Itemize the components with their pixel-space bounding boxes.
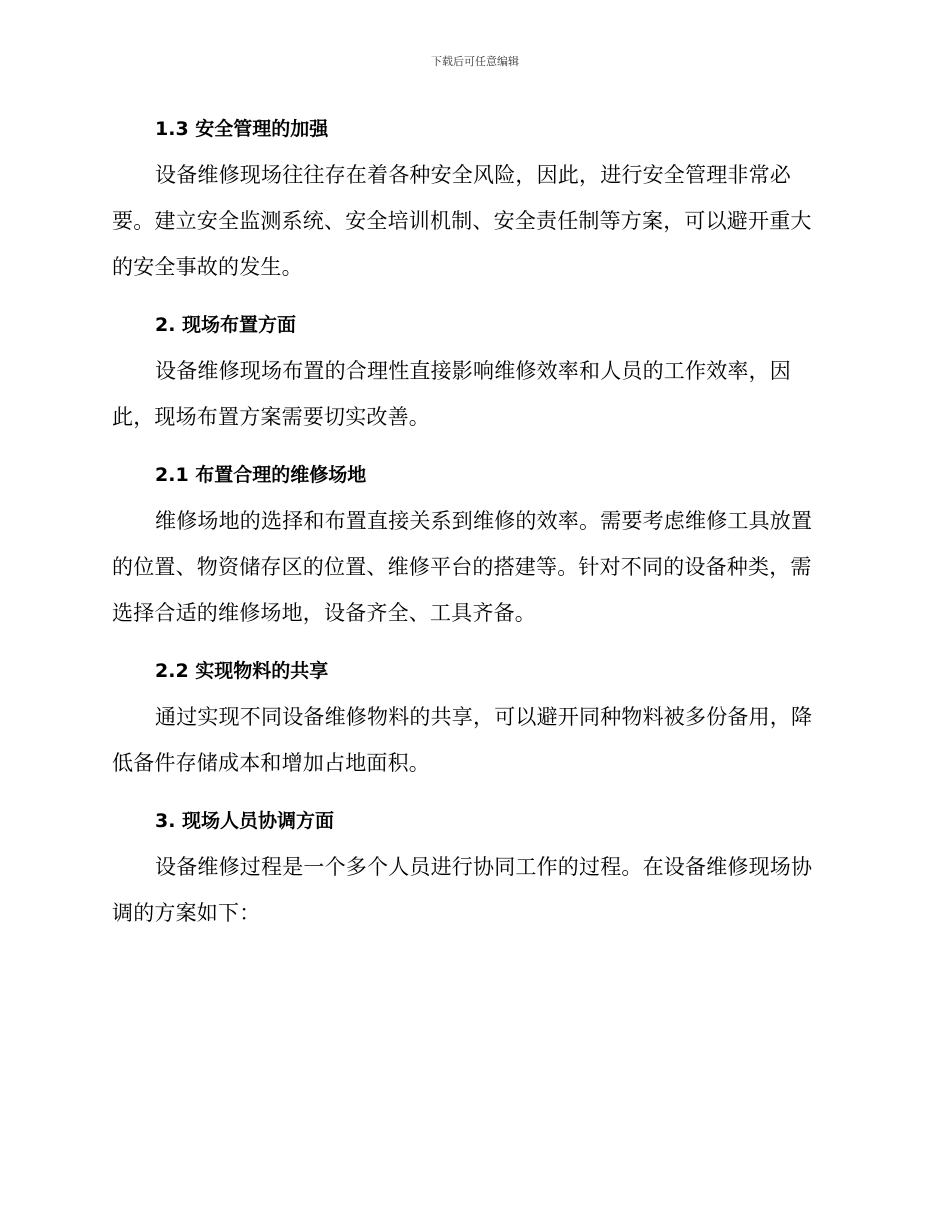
section-paragraph: 设备维修过程是一个多个人员进行协同工作的过程。在设备维修现场协调的方案如下： bbox=[112, 855, 813, 925]
document-body bbox=[112, 106, 832, 948]
section-paragraph: 维修场地的选择和布置直接关系到维修的效率。需要考虑维修工具放置的位置、物资储存区的位置、维修平台的搭建等。针对不同的设备种类，需选择合适的维修场地，设备齐全、工具齐备。 bbox=[112, 509, 813, 625]
section-paragraph: 设备维修现场往往存在着各种安全风险，因此，进行安全管理非常必要。建立安全监测系统、安全培训机制、安全责任制等方案，可以避开重大的安全事故的发生。 bbox=[112, 163, 812, 279]
section-heading: 2.1 布置合理的维修场地 bbox=[155, 464, 367, 486]
section-heading: 1.3 安全管理的加强 bbox=[155, 118, 329, 140]
page-header: 下载后可任意编辑 bbox=[431, 55, 519, 68]
section-paragraph: 通过实现不同设备维修物料的共享，可以避开同种物料被多份备用，降低备件存储成本和增加占地面积。 bbox=[112, 705, 813, 775]
section-heading: 2.2 实现物料的共享 bbox=[155, 660, 329, 682]
section-heading: 3. 现场人员协调方面 bbox=[155, 810, 335, 832]
section-paragraph: 设备维修现场布置的合理性直接影响维修效率和人员的工作效率，因此，现场布置方案需要切实改善。 bbox=[112, 359, 791, 429]
section-heading: 2. 现场布置方面 bbox=[155, 314, 297, 336]
